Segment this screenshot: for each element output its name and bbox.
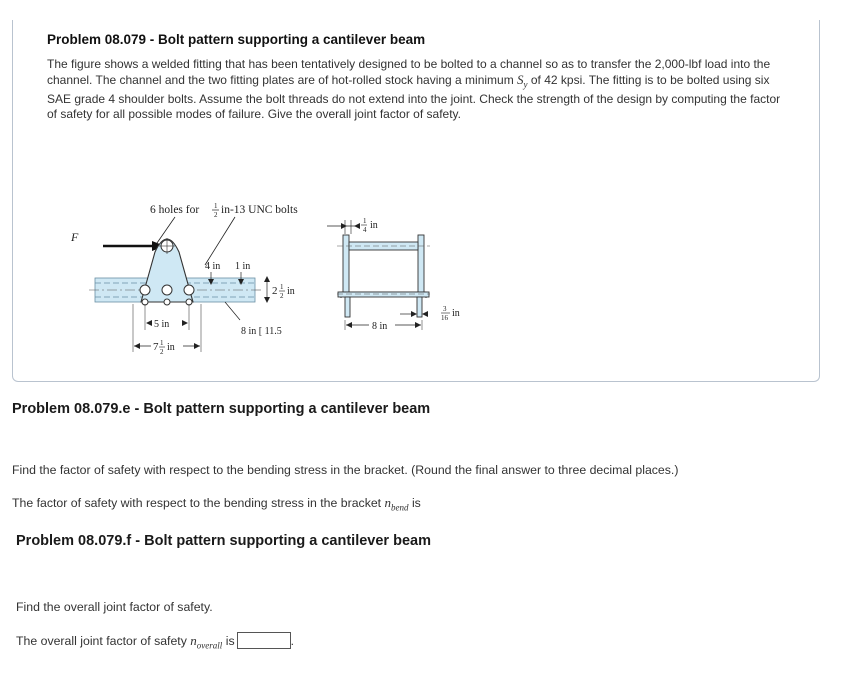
bolt-hole [164, 299, 170, 305]
part-f-title: Problem 08.079.f - Bolt pattern supporting a cantilever beam [16, 533, 431, 549]
part-e-title: Problem 08.079.e - Bolt pattern supporting a cantilever beam [12, 401, 431, 417]
overall-factor-input[interactable] [237, 632, 291, 649]
sy-subscript: y [523, 79, 528, 90]
problem-statement [47, 57, 787, 122]
part-e-answer-prefix: The factor of safety with respect to the bending stress in the bracket [12, 496, 382, 510]
dim-7half-num: 1 [160, 339, 164, 347]
part-f-question: Find the overall joint factor of safety. [16, 600, 213, 614]
dim-2half-den: 2 [280, 292, 284, 300]
holes-label: 6 holes for [150, 204, 200, 216]
part-f-answer-suffix: is [225, 634, 235, 648]
dim-5in: 5 in [154, 319, 170, 330]
part-e-answer-line [12, 495, 421, 512]
force-label: F [71, 230, 79, 244]
part-e-answer-suffix: is [411, 496, 421, 510]
dim-2half-num: 1 [280, 283, 284, 291]
problem-card [12, 20, 820, 382]
fitting-plate-left [343, 235, 349, 292]
n-bend-subscript: bend [391, 502, 409, 513]
dim-3-16-unit: in [452, 308, 460, 319]
dim-3-16-num: 3 [443, 305, 447, 313]
problem-title: Problem 08.079 - Bolt pattern supporting a cantilever beam [47, 32, 426, 47]
n-bend-symbol: n [384, 495, 392, 510]
bolt-pattern-figure [55, 180, 475, 370]
dim-1in: 1 in [235, 261, 251, 272]
holes-frac-num: 1 [214, 202, 218, 210]
dim-2half-whole: 2 [272, 285, 278, 297]
dim-7half-whole: 7 [153, 341, 159, 353]
holes-suffix: in-13 UNC bolts [221, 204, 298, 216]
dim-quarter-unit: in [370, 220, 378, 231]
dim-2half-unit: in [287, 286, 295, 297]
dim-7half-den: 2 [160, 348, 164, 356]
part-f-answer-line [16, 632, 294, 650]
trailing-period: . [290, 634, 294, 648]
bolt-hole [140, 285, 150, 295]
bolt-hole [162, 285, 172, 295]
part-f-answer-prefix: The overall joint factor of safety [16, 634, 187, 648]
dim-quarter-num: 1 [363, 217, 367, 225]
bolt-hole [184, 285, 194, 295]
dim-4in: 4 in [205, 261, 221, 272]
dim-8in: 8 in [372, 321, 388, 332]
dim-3-16-den: 16 [441, 314, 448, 322]
holes-leader [205, 217, 235, 265]
statement-part-2: of 42 kpsi. The fitting is to be bolted using six SAE grade 4 shoulder bolts. Assume the bolt threads do not extend into the joint. Check the strength of the design by computing the factor of safety for all possible modes of failure. Give the overall joint factor of safety. [47, 73, 781, 122]
n-overall-subscript: overall [196, 640, 223, 651]
part-e-question: Find the factor of safety with respect to the bending stress in the bracket. (Round the final answer to three decimal places.) [12, 463, 679, 477]
channel-leg-right [417, 297, 422, 317]
channel-flange [338, 292, 429, 297]
fitting-plate-right [418, 235, 424, 292]
channel-leg-left [345, 297, 350, 317]
statement-part-1: The figure shows a welded fitting that has been tentatively designed to be bolted to a channel so as to transfer the 2,000-lbf load into the channel. The channel and the two fitting plates are of hot-rolled stock having a minimum [47, 57, 771, 87]
holes-frac-den: 2 [214, 211, 218, 219]
sy-symbol: S [517, 72, 524, 87]
dim-7half-unit: in [167, 342, 175, 353]
dim-channel-label: 8 in [ 11.5 [241, 326, 282, 337]
dim-quarter-den: 4 [363, 226, 367, 234]
n-overall-symbol: n [190, 633, 197, 648]
